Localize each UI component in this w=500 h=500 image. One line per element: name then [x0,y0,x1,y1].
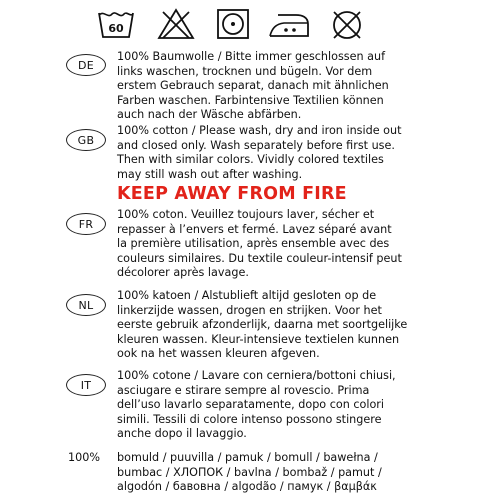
care-text-gb: 100% cotton / Please wash, dry and iron inside out and closed only. Wash separately before first use. Then with similar colors. Vividly colored textiles may still wash out after washing. [117,124,402,181]
lang-badge-nl: NL [66,294,106,316]
lang-badge-gb: GB [66,129,106,151]
no-bleach-icon [157,8,195,40]
iron-icon [266,8,312,40]
care-label [54,0,446,500]
composition-percent: 100% [68,451,100,464]
lang-badge-it: IT [66,374,106,396]
lang-badge-fr: FR [66,213,106,235]
care-text-it: 100% cotone / Lavare con cerniera/bottoni chiusi, asciugare e stirare sempre al rovescio. Prima dell’uso lavarlo separatamente, dopo con colori simili. Tessili di colore intenso possono stingere anche dopo il lavaggio. [117,369,396,441]
fire-warning: KEEP AWAY FROM FIRE [117,184,347,204]
care-text-nl: 100% katoen / Alstublieft altijd gesloten op de linkerzijde wassen, drogen en strijken. Voor het eerste gebruik afzonderlijk, daarna met soortgelijke kleuren wassen. Kleur-intensieve textielen kunnen ook na het wassen kleuren afgeven. [117,289,408,361]
care-symbols-row [54,8,446,48]
lang-badge-de: DE [66,54,106,76]
care-text-fr: 100% coton. Veuillez toujours laver, sécher et repasser à l’envers et fermé. Lavez séparé avant la première utilisation, après ensemble avec des couleurs similaires. Du textile couleur-intensif peut décolorer après lavage. [117,208,402,280]
no-dry-clean-icon [330,8,364,42]
care-text-de: 100% Baumwolle / Bitte immer geschlossen auf links waschen, trocknen und bügeln. Vor dem erstem Gebrauch separat, danach mit ähnlichen Farben waschen. Farbintensive Textilien können auch nach der Wäsche abfärben. [117,50,389,122]
wash-60-icon [96,8,136,40]
wash-temperature: 60 [108,22,124,35]
tumble-dry-icon [216,8,250,40]
composition-text: bomuld / puuvilla / pamuk / bomull / bawełna / bumbac / ХЛОПОК / bavlna / bombaž / pamut / algodón / бавовна / algodão / памук / βαμβάκ [117,451,382,494]
